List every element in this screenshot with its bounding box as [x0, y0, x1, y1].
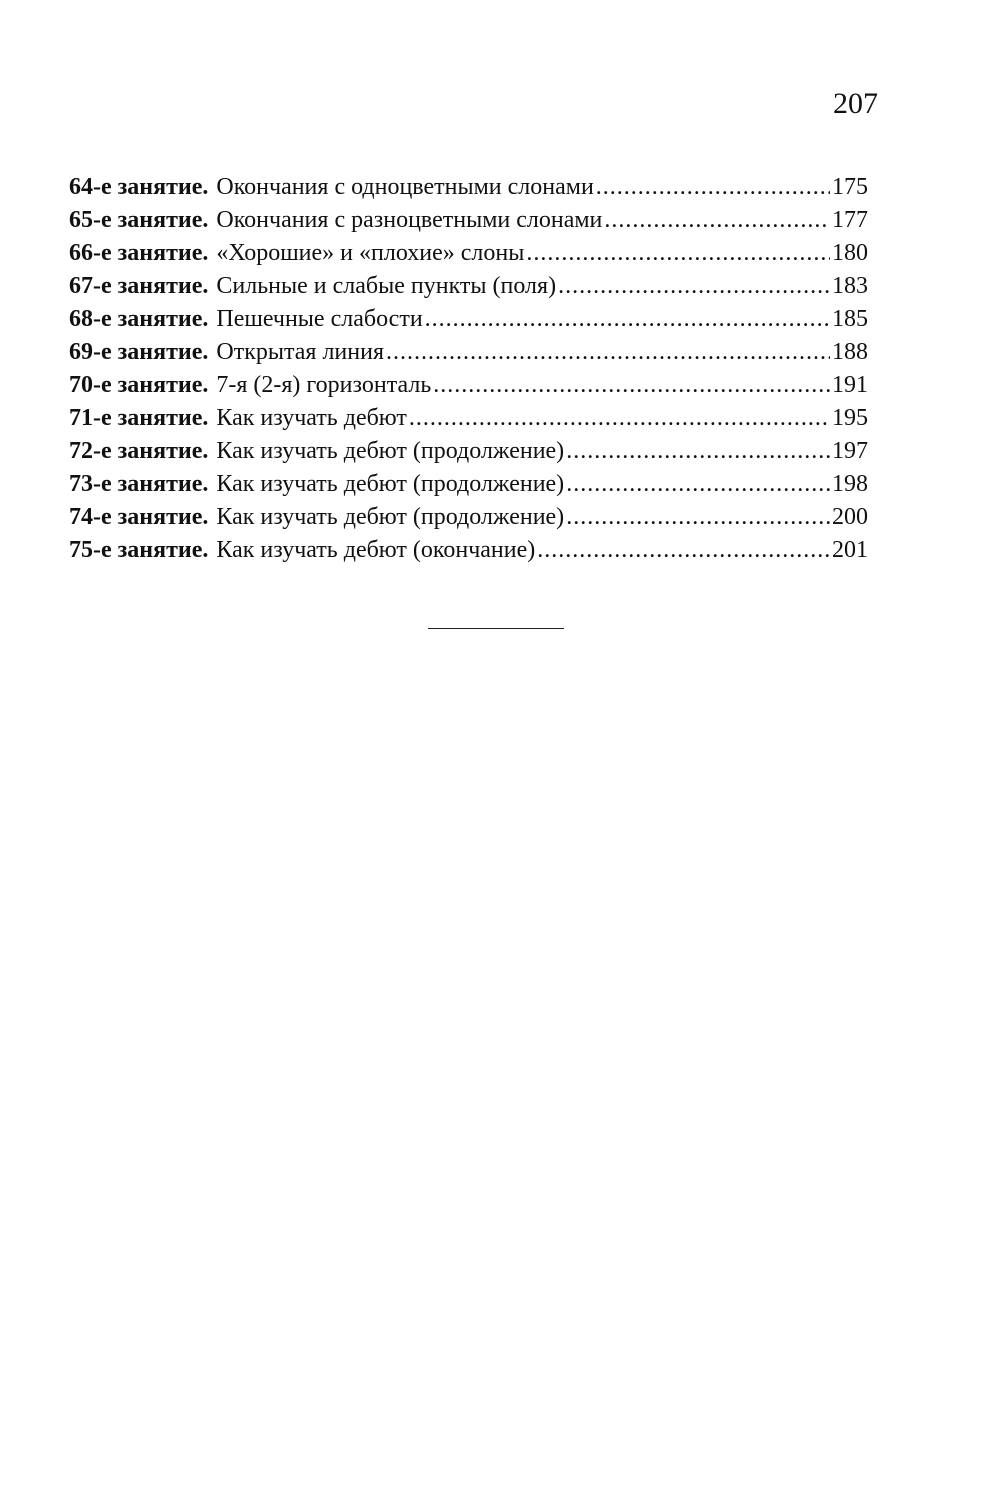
- toc-dot-leader: [386, 336, 830, 369]
- toc-dot-leader: [566, 501, 830, 534]
- toc-dot-leader: [425, 303, 830, 336]
- toc-title: Сильные и слабые пункты (поля): [216, 273, 557, 299]
- toc-title: 7-я (2-я) горизонталь: [216, 372, 432, 398]
- toc-lesson-number: 71-е занятие.: [69, 405, 209, 431]
- toc-lesson-number: 65-е занятие.: [69, 207, 209, 233]
- toc-page-number: 191: [832, 372, 868, 398]
- toc-page-number: 188: [832, 339, 868, 365]
- toc-title: «Хорошие» и «плохие» слоны: [216, 240, 525, 266]
- toc-title: Как изучать дебют (окончание): [216, 537, 536, 563]
- toc-dot-leader: [409, 402, 830, 435]
- page-number: 207: [833, 87, 878, 120]
- toc-dot-leader: [526, 237, 830, 270]
- toc-lesson-number: 73-е занятие.: [69, 471, 209, 497]
- toc-page-number: 177: [832, 207, 868, 233]
- toc-page-number: 198: [832, 471, 868, 497]
- toc-dot-leader: [566, 435, 830, 468]
- toc-dot-leader: [604, 204, 830, 237]
- toc-dot-leader: [596, 171, 830, 204]
- toc-entry: [69, 336, 868, 369]
- toc-title: Как изучать дебют (продолжение): [216, 504, 565, 530]
- table-of-contents: [69, 171, 868, 567]
- toc-page-number: 175: [832, 174, 868, 200]
- toc-title: Открытая линия: [216, 339, 384, 365]
- toc-dot-leader: [558, 270, 830, 303]
- toc-entry: [69, 204, 868, 237]
- toc-dot-leader: [566, 468, 830, 501]
- toc-entry: [69, 468, 868, 501]
- toc-page-number: 195: [832, 405, 868, 431]
- toc-page-number: 201: [832, 537, 868, 563]
- toc-page-number: 200: [832, 504, 868, 530]
- toc-dot-leader: [537, 534, 830, 567]
- toc-lesson-number: 67-е занятие.: [69, 273, 209, 299]
- toc-entry: [69, 237, 868, 270]
- toc-entry: [69, 501, 868, 534]
- toc-lesson-number: 66-е занятие.: [69, 240, 209, 266]
- toc-lesson-number: 74-е занятие.: [69, 504, 209, 530]
- toc-entry: [69, 303, 868, 336]
- toc-entry: [69, 534, 868, 567]
- toc-title: Пешечные слабости: [216, 306, 423, 332]
- toc-lesson-number: 69-е занятие.: [69, 339, 209, 365]
- toc-entry: [69, 171, 868, 204]
- toc-lesson-number: 64-е занятие.: [69, 174, 209, 200]
- toc-title: Окончания с одноцветными слонами: [216, 174, 594, 200]
- toc-title: Окончания с разноцветными слонами: [216, 207, 603, 233]
- toc-page-number: 183: [832, 273, 868, 299]
- toc-title: Как изучать дебют: [216, 405, 407, 431]
- toc-entry: [69, 270, 868, 303]
- toc-title: Как изучать дебют (продолжение): [216, 438, 565, 464]
- toc-lesson-number: 75-е занятие.: [69, 537, 209, 563]
- toc-entry: [69, 369, 868, 402]
- toc-page-number: 185: [832, 306, 868, 332]
- toc-title: Как изучать дебют (продолжение): [216, 471, 565, 497]
- toc-dot-leader: [433, 369, 830, 402]
- toc-lesson-number: 70-е занятие.: [69, 372, 209, 398]
- section-divider: [428, 628, 564, 629]
- toc-page-number: 197: [832, 438, 868, 464]
- toc-lesson-number: 68-е занятие.: [69, 306, 209, 332]
- toc-page-number: 180: [832, 240, 868, 266]
- toc-entry: [69, 435, 868, 468]
- toc-entry: [69, 402, 868, 435]
- toc-lesson-number: 72-е занятие.: [69, 438, 209, 464]
